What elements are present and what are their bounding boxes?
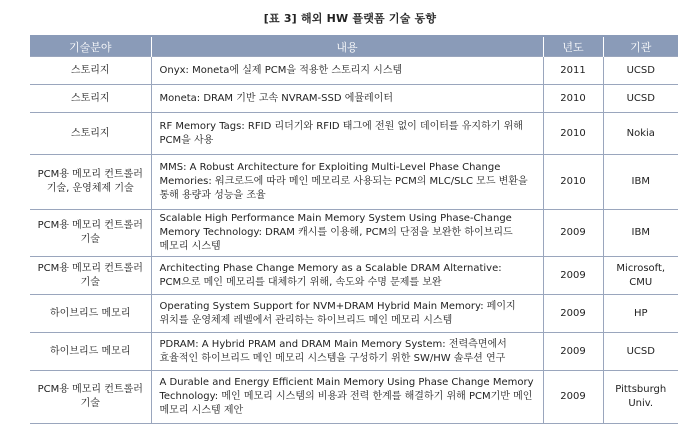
- cell-year: 2009: [543, 295, 603, 333]
- cell-year: 2009: [543, 371, 603, 424]
- cell-field: 스토리지: [30, 57, 151, 85]
- cell-year: 2009: [543, 257, 603, 295]
- cell-content: A Durable and Energy Efficient Main Memory Using Phase Change Memory Technology: 메인 메모리 시스템의 비용과 전력 한계를 해결하기 위해 PCM기반 메인 메모리 시스템 제안: [151, 371, 543, 424]
- table-row: [30, 371, 678, 424]
- table-row: [30, 85, 678, 113]
- cell-org: Nokia: [603, 113, 678, 155]
- cell-content: MMS: A Robust Architecture for Exploiting Multi-Level Phase Change Memories: 워크로드에 따라 메인 메모리로 사용되는 PCM의 MLC/SLC 모드 변환을 통해 용량과 성능을 조율: [151, 155, 543, 210]
- table-row: [30, 257, 678, 295]
- cell-field: 스토리지: [30, 85, 151, 113]
- table-row: [30, 210, 678, 257]
- cell-year: 2011: [543, 57, 603, 85]
- cell-org: UCSD: [603, 333, 678, 371]
- table-row: [30, 155, 678, 210]
- cell-org: UCSD: [603, 57, 678, 85]
- table-row: [30, 113, 678, 155]
- cell-org: IBM: [603, 155, 678, 210]
- cell-content: Onyx: Moneta에 실제 PCM을 적용한 스토리지 시스템: [151, 57, 543, 85]
- table-row: [30, 333, 678, 371]
- header-content: 내용: [151, 36, 543, 57]
- cell-year: 2009: [543, 333, 603, 371]
- table-row: [30, 57, 678, 85]
- table-caption: [표 3] 해외 HW 플랫폼 기술 동향: [263, 12, 437, 25]
- cell-year: 2009: [543, 210, 603, 257]
- cell-org: Pittsburgh Univ.: [603, 371, 678, 424]
- cell-year: 2010: [543, 85, 603, 113]
- cell-org: Microsoft, CMU: [603, 257, 678, 295]
- header-year: 년도: [543, 36, 603, 57]
- cell-field: 하이브리드 메모리: [30, 295, 151, 333]
- table-row: [30, 295, 678, 333]
- cell-content: Operating System Support for NVM+DRAM Hybrid Main Memory: 페이지 위치를 운영체제 레벨에서 관리하는 하이브리드 메인 메모리 시스템: [151, 295, 543, 333]
- cell-content: Moneta: DRAM 기반 고속 NVRAM-SSD 에뮬레이터: [151, 85, 543, 113]
- hw-platform-trends-table: [30, 35, 678, 424]
- cell-field: PCM용 메모리 컨트롤러 기술: [30, 210, 151, 257]
- cell-field: PCM용 메모리 컨트롤러 기술: [30, 371, 151, 424]
- header-field: 기술분야: [30, 36, 151, 57]
- cell-year: 2010: [543, 113, 603, 155]
- cell-field: 하이브리드 메모리: [30, 333, 151, 371]
- cell-org: IBM: [603, 210, 678, 257]
- cell-field: PCM용 메모리 컨트롤러 기술, 운영체제 기술: [30, 155, 151, 210]
- header-row: [30, 36, 678, 57]
- cell-content: Scalable High Performance Main Memory System Using Phase-Change Memory Technology: DRAM 캐시를 이용해, PCM의 단점을 보완한 하이브리드 메모리 시스템: [151, 210, 543, 257]
- header-org: 기관: [603, 36, 678, 57]
- cell-org: HP: [603, 295, 678, 333]
- cell-org: UCSD: [603, 85, 678, 113]
- cell-field: 스토리지: [30, 113, 151, 155]
- cell-content: PDRAM: A Hybrid PRAM and DRAM Main Memory System: 전력측면에서 효율적인 하이브리드 메인 메모리 시스템을 구성하기 위한 SW/HW 솔루션 연구: [151, 333, 543, 371]
- cell-content: Architecting Phase Change Memory as a Scalable DRAM Alternative: PCM으로 메인 메모리를 대체하기 위해, 속도와 수명 문제를 보완: [151, 257, 543, 295]
- cell-field: PCM용 메모리 컨트롤러 기술: [30, 257, 151, 295]
- cell-content: RF Memory Tags: RFID 리더기와 RFID 태그에 전원 없이 데이터를 유지하기 위해 PCM을 사용: [151, 113, 543, 155]
- cell-year: 2010: [543, 155, 603, 210]
